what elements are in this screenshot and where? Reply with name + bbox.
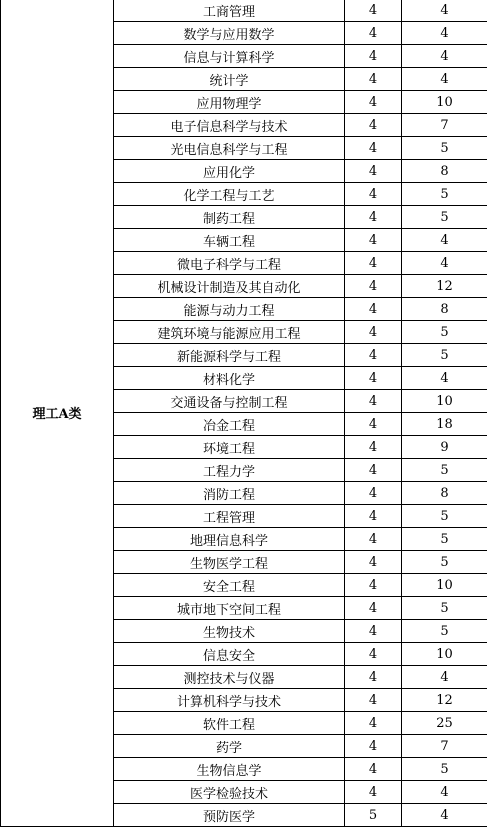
count-cell: 7 [402, 114, 487, 137]
years-cell: 4 [345, 574, 402, 597]
major-cell: 药学 [114, 735, 345, 758]
count-cell: 4 [402, 45, 487, 68]
years-cell: 4 [345, 183, 402, 206]
major-cell: 化学工程与工艺 [114, 183, 345, 206]
years-cell: 4 [345, 367, 402, 390]
years-cell: 4 [345, 206, 402, 229]
years-cell: 4 [345, 689, 402, 712]
years-cell: 4 [345, 482, 402, 505]
major-cell: 冶金工程 [114, 413, 345, 436]
count-cell: 5 [402, 459, 487, 482]
years-cell: 4 [345, 114, 402, 137]
years-cell: 4 [345, 712, 402, 735]
count-cell: 10 [402, 574, 487, 597]
count-cell: 5 [402, 758, 487, 781]
years-cell: 4 [345, 321, 402, 344]
major-cell: 消防工程 [114, 482, 345, 505]
years-cell: 4 [345, 22, 402, 45]
major-cell: 信息与计算科学 [114, 45, 345, 68]
count-cell: 4 [402, 666, 487, 689]
years-cell: 4 [345, 252, 402, 275]
count-cell: 4 [402, 68, 487, 91]
count-cell: 25 [402, 712, 487, 735]
major-cell: 工程力学 [114, 459, 345, 482]
major-cell: 城市地下空间工程 [114, 597, 345, 620]
major-cell: 数学与应用数学 [114, 22, 345, 45]
count-cell: 9 [402, 436, 487, 459]
years-cell: 4 [345, 45, 402, 68]
major-cell: 建筑环境与能源应用工程 [114, 321, 345, 344]
count-cell: 4 [402, 367, 487, 390]
major-cell: 新能源科学与工程 [114, 344, 345, 367]
count-cell: 5 [402, 206, 487, 229]
years-cell: 4 [345, 229, 402, 252]
years-cell: 4 [345, 781, 402, 804]
major-cell: 信息安全 [114, 643, 345, 666]
count-cell: 5 [402, 137, 487, 160]
years-cell: 4 [345, 666, 402, 689]
major-cell: 应用物理学 [114, 91, 345, 114]
years-cell: 4 [345, 528, 402, 551]
years-cell: 4 [345, 436, 402, 459]
major-cell: 光电信息科学与工程 [114, 137, 345, 160]
years-cell: 4 [345, 160, 402, 183]
years-cell: 5 [345, 804, 402, 827]
count-cell: 4 [402, 0, 487, 22]
count-cell: 4 [402, 229, 487, 252]
major-cell: 微电子科学与工程 [114, 252, 345, 275]
count-cell: 5 [402, 551, 487, 574]
count-cell: 8 [402, 482, 487, 505]
table-row [1, 0, 487, 22]
years-cell: 4 [345, 735, 402, 758]
major-cell: 地理信息科学 [114, 528, 345, 551]
count-cell: 4 [402, 781, 487, 804]
years-cell: 4 [345, 344, 402, 367]
count-cell: 12 [402, 275, 487, 298]
major-cell: 安全工程 [114, 574, 345, 597]
years-cell: 4 [345, 137, 402, 160]
table-body [1, 0, 487, 827]
count-cell: 5 [402, 321, 487, 344]
count-cell: 10 [402, 390, 487, 413]
count-cell: 5 [402, 344, 487, 367]
years-cell: 4 [345, 758, 402, 781]
years-cell: 4 [345, 413, 402, 436]
count-cell: 5 [402, 620, 487, 643]
major-cell: 预防医学 [114, 804, 345, 827]
count-cell: 10 [402, 91, 487, 114]
count-cell: 7 [402, 735, 487, 758]
major-cell: 计算机科学与技术 [114, 689, 345, 712]
major-cell: 机械设计制造及其自动化 [114, 275, 345, 298]
years-cell: 4 [345, 551, 402, 574]
major-cell: 统计学 [114, 68, 345, 91]
major-cell: 能源与动力工程 [114, 298, 345, 321]
category-cell: 理工A类 [1, 0, 114, 827]
count-cell: 4 [402, 804, 487, 827]
major-cell: 电子信息科学与技术 [114, 114, 345, 137]
major-cell: 工商管理 [114, 0, 345, 22]
major-cell: 材料化学 [114, 367, 345, 390]
count-cell: 5 [402, 528, 487, 551]
count-cell: 10 [402, 643, 487, 666]
count-cell: 8 [402, 298, 487, 321]
years-cell: 4 [345, 0, 402, 22]
years-cell: 4 [345, 620, 402, 643]
years-cell: 4 [345, 275, 402, 298]
years-cell: 4 [345, 91, 402, 114]
major-cell: 环境工程 [114, 436, 345, 459]
major-cell: 医学检验技术 [114, 781, 345, 804]
major-cell: 制药工程 [114, 206, 345, 229]
major-cell: 车辆工程 [114, 229, 345, 252]
major-cell: 交通设备与控制工程 [114, 390, 345, 413]
years-cell: 4 [345, 459, 402, 482]
major-cell: 测控技术与仪器 [114, 666, 345, 689]
major-cell: 工程管理 [114, 505, 345, 528]
major-cell: 生物技术 [114, 620, 345, 643]
major-cell: 软件工程 [114, 712, 345, 735]
count-cell: 18 [402, 413, 487, 436]
major-cell: 生物医学工程 [114, 551, 345, 574]
years-cell: 4 [345, 68, 402, 91]
count-cell: 4 [402, 252, 487, 275]
years-cell: 4 [345, 643, 402, 666]
count-cell: 8 [402, 160, 487, 183]
major-cell: 应用化学 [114, 160, 345, 183]
years-cell: 4 [345, 390, 402, 413]
years-cell: 4 [345, 597, 402, 620]
years-cell: 4 [345, 298, 402, 321]
count-cell: 5 [402, 597, 487, 620]
count-cell: 5 [402, 505, 487, 528]
years-cell: 4 [345, 505, 402, 528]
major-cell: 生物信息学 [114, 758, 345, 781]
count-cell: 12 [402, 689, 487, 712]
count-cell: 4 [402, 22, 487, 45]
count-cell: 5 [402, 183, 487, 206]
